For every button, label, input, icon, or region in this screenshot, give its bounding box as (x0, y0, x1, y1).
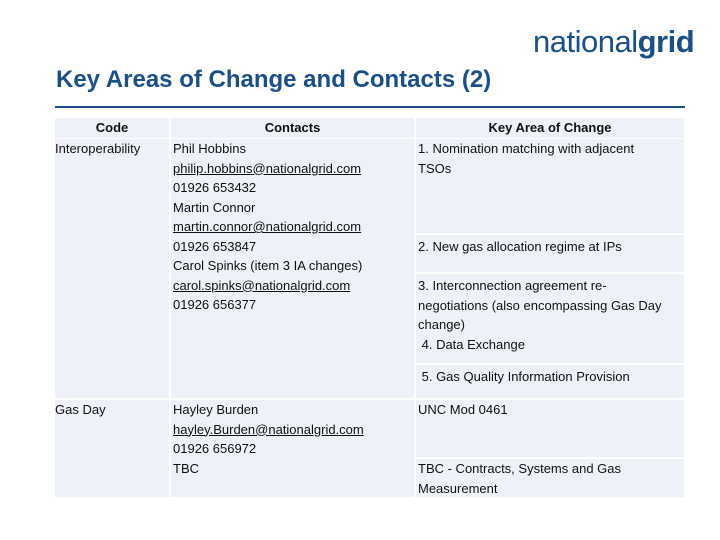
contacts-cell-interoperability (171, 139, 414, 398)
title-underline (55, 106, 685, 108)
contact-phone: 01926 656972 (173, 441, 257, 456)
header-key-area: Key Area of Change (416, 118, 684, 138)
area-cell-2 (416, 235, 684, 272)
area-text: 4. Data Exchange (418, 336, 525, 352)
logo-part-grid: grid (637, 24, 695, 59)
header-code: Code (55, 118, 169, 138)
contact-name: Phil Hobbins (173, 141, 246, 156)
area-cell-1 (416, 139, 684, 233)
logo-part-national: national (533, 24, 638, 59)
contact-phone: 01926 656377 (173, 297, 257, 312)
contact-phone: 01926 653847 (173, 238, 257, 254)
area-text: 3. Interconnection agreement re- (418, 278, 607, 293)
contact-name: TBC (173, 460, 199, 476)
area-text: UNC Mod 0461 (418, 402, 508, 417)
area-text: 1. Nomination matching with adjacent (418, 141, 635, 156)
area-text: TSOs (418, 160, 452, 176)
contact-name: Carol Spinks (item 3 IA changes) (173, 258, 363, 273)
contact-name: Martin Connor (173, 199, 256, 215)
contacts-cell-gas-day (171, 400, 414, 497)
area-text: 2. New gas allocation regime at IPs (418, 239, 622, 254)
code-cell-gas-day (55, 400, 169, 497)
code-cell-interoperability (55, 139, 169, 398)
area-cell-5 (416, 365, 684, 398)
contact-name: Hayley Burden (173, 402, 259, 417)
area-text: TBC - Contracts, Systems and Gas (418, 461, 622, 476)
contact-email-link[interactable]: hayley.Burden@nationalgrid.com (173, 421, 364, 437)
code-interoperability: Interoperability (55, 141, 141, 156)
nationalgrid-logo (533, 22, 694, 62)
code-gas-day: Gas Day (55, 402, 106, 417)
contact-email-link[interactable]: philip.hobbins@nationalgrid.com (173, 160, 362, 176)
area-text: negotiations (also encompassing Gas Day (418, 297, 662, 313)
slide-title: Key Areas of Change and Contacts (2) (56, 66, 492, 93)
area-cell-3 (416, 274, 684, 363)
area-text: change) (418, 317, 465, 332)
header-contacts: Contacts (171, 118, 414, 138)
contact-phone: 01926 653432 (173, 180, 257, 195)
area-text: Measurement (418, 480, 498, 496)
area-cell-gas-day-1 (416, 400, 684, 457)
area-text: 5. Gas Quality Information Provision (418, 369, 630, 384)
contact-email-link[interactable]: martin.connor@nationalgrid.com (173, 219, 362, 234)
area-cell-gas-day-2 (416, 459, 684, 497)
contact-email-link[interactable]: carol.spinks@nationalgrid.com (173, 277, 351, 293)
